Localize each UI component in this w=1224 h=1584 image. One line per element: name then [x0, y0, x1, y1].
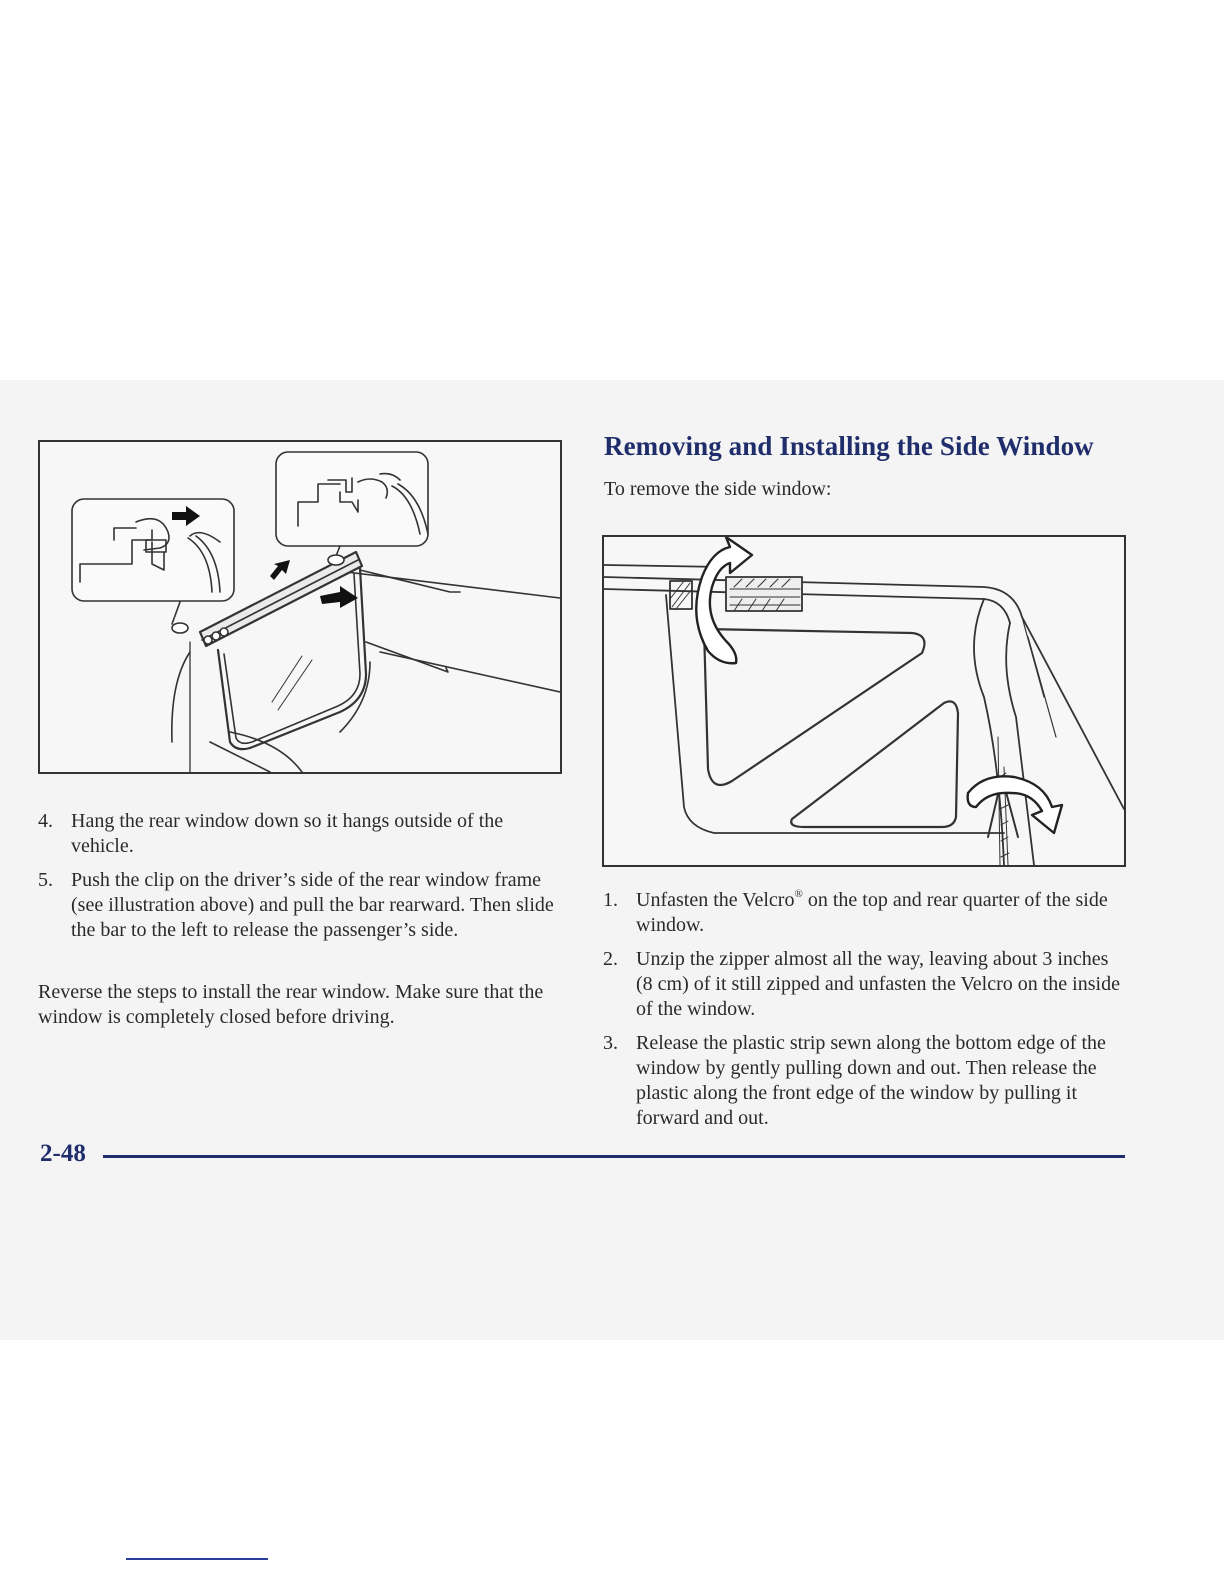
step-text: Release the plastic strip sewn along the bottom edge of the window by gently pulling down and out. Then release the plastic along the front edge of the window by pulling it forward and out. [636, 1032, 1106, 1129]
list-item [603, 1031, 1128, 1131]
left-steps-list [38, 809, 558, 952]
step-text [636, 889, 1108, 936]
side-window-drawing [604, 537, 1124, 865]
list-item [38, 868, 558, 943]
step-text: Unzip the zipper almost all the way, leaving about 3 inches (8 cm) of it still zipped and unfasten the Velcro on the inside of the window. [636, 948, 1120, 1020]
list-item [38, 809, 558, 859]
right-steps-list [603, 888, 1128, 1140]
section-title: Removing and Installing the Side Window [604, 431, 1094, 461]
step-text: Push the clip on the driver’s side of the rear window frame (see illustration above) and pull the bar rearward. Then slide the bar to the left to release the passenger’s side. [71, 869, 554, 941]
footer-rule [103, 1155, 1125, 1158]
step-text: Hang the rear window down so it hangs outside of the vehicle. [71, 810, 504, 857]
rear-window-drawing [40, 442, 560, 772]
closing-text: Reverse the steps to install the rear window. Make sure that the window is completely closed before driving. [38, 981, 544, 1028]
list-item [603, 888, 1128, 938]
step-number: 3. [603, 1032, 618, 1054]
step-text-before: Unfasten the Velcro [636, 889, 795, 911]
step-number: 1. [603, 889, 618, 911]
side-window-illustration [602, 535, 1126, 867]
list-item [603, 947, 1128, 1022]
step-text-after: on the top and rear quarter of the side window. [636, 889, 1108, 936]
step-number: 4. [38, 810, 53, 832]
page-number: 2-48 [40, 1140, 86, 1167]
step-number: 2. [603, 948, 618, 970]
step-number: 5. [38, 869, 53, 891]
intro-text: To remove the side window: [604, 478, 832, 500]
rear-window-illustration [38, 440, 562, 774]
registered-mark: ® [794, 888, 803, 900]
bottom-rule [126, 1558, 268, 1560]
